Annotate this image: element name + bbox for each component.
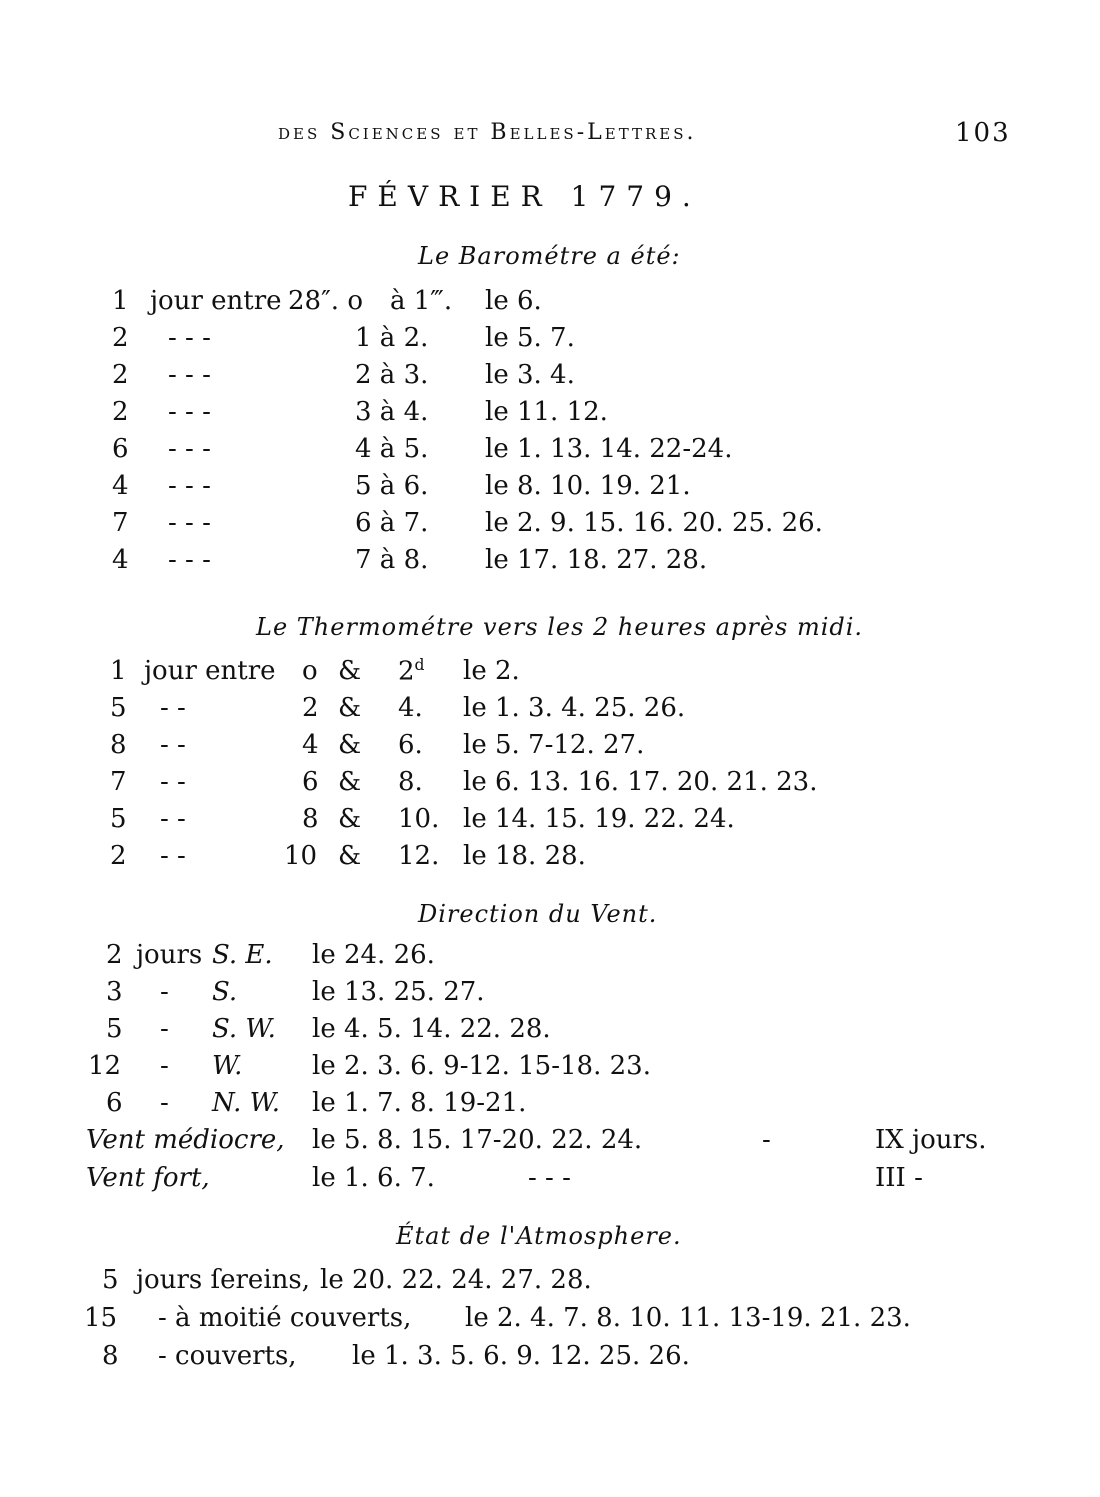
label: jours ſereins, xyxy=(136,1265,310,1295)
direction: W. xyxy=(212,1051,243,1081)
label: - - xyxy=(160,693,186,723)
count: 4 xyxy=(112,545,129,575)
vent-heading: Direction du Vent. xyxy=(418,900,658,928)
direction: N. W. xyxy=(212,1088,281,1118)
thermometre-row xyxy=(0,656,1100,692)
days: le 17. 18. 27. 28. xyxy=(485,545,708,575)
range: 3 à 4. xyxy=(355,397,429,427)
days: le 2. 9. 15. 16. 20. 25. 26. xyxy=(485,508,823,538)
range: 6 à 7. xyxy=(355,508,429,538)
to: 4. xyxy=(398,693,423,723)
amp: & xyxy=(338,767,362,797)
days: le 20. 22. 24. 27. 28. xyxy=(320,1265,592,1295)
count: 2 xyxy=(106,940,123,970)
barometre-row xyxy=(0,508,1100,544)
label: - - - xyxy=(168,360,211,390)
count: 2 xyxy=(112,323,129,353)
range: à 1‴. xyxy=(390,286,453,316)
mark: 28″. o xyxy=(288,286,363,316)
amp: & xyxy=(338,656,362,686)
from: 8 xyxy=(302,804,319,834)
to: 6. xyxy=(398,730,423,760)
label: jour entre xyxy=(150,286,282,316)
days: le 5. 7-12. 27. xyxy=(463,730,645,760)
range: 7 à 8. xyxy=(355,545,429,575)
count: 8 xyxy=(110,730,127,760)
label: - - xyxy=(160,804,186,834)
label: Vent fort, xyxy=(86,1163,210,1193)
label: - - - xyxy=(168,434,211,464)
to: 12. xyxy=(398,841,440,871)
count: 15 xyxy=(84,1303,118,1333)
days: le 18. 28. xyxy=(463,841,586,871)
days: le 6. 13. 16. 17. 20. 21. 23. xyxy=(463,767,818,797)
days: le 1. 6. 7. xyxy=(312,1163,435,1193)
running-title: des Sciences et Belles-Lettres. xyxy=(278,120,697,145)
vent-row xyxy=(0,1051,1100,1087)
direction: S. W. xyxy=(212,1014,276,1044)
dashes: - - - xyxy=(528,1163,571,1193)
days: le 5. 7. xyxy=(485,323,575,353)
to-superscript: d xyxy=(414,656,425,674)
total: IX jours. xyxy=(875,1125,987,1155)
total: III - xyxy=(875,1163,923,1193)
barometre-row xyxy=(0,360,1100,396)
count: 5 xyxy=(110,693,127,723)
label: - - - xyxy=(168,471,211,501)
count: 5 xyxy=(106,1014,123,1044)
label: - - - xyxy=(168,508,211,538)
barometre-row xyxy=(0,471,1100,507)
count: 1 xyxy=(112,286,129,316)
count: 7 xyxy=(112,508,129,538)
range: 4 à 5. xyxy=(355,434,429,464)
label: - - xyxy=(160,841,186,871)
thermometre-row xyxy=(0,804,1100,840)
count: 2 xyxy=(110,841,127,871)
from: o xyxy=(302,656,318,686)
atmosphere-row xyxy=(0,1341,1100,1377)
count: 2 xyxy=(112,397,129,427)
days: le 4. 5. 14. 22. 28. xyxy=(312,1014,551,1044)
days: le 5. 8. 15. 17-20. 22. 24. xyxy=(312,1125,643,1155)
thermometre-row xyxy=(0,767,1100,803)
days: le 1. 3. 5. 6. 9. 12. 25. 26. xyxy=(352,1341,690,1371)
count: 5 xyxy=(110,804,127,834)
count: 3 xyxy=(106,977,123,1007)
page-number: 103 xyxy=(955,118,1011,148)
vent-row xyxy=(0,940,1100,976)
label: jour entre xyxy=(144,656,276,686)
days: le 8. 10. 19. 21. xyxy=(485,471,691,501)
range: 5 à 6. xyxy=(355,471,429,501)
thermometre-row xyxy=(0,693,1100,729)
count: 12 xyxy=(88,1051,122,1081)
label: - - - xyxy=(168,397,211,427)
from: 6 xyxy=(302,767,319,797)
from: 4 xyxy=(302,730,319,760)
label: - xyxy=(160,977,169,1007)
count: 5 xyxy=(102,1265,119,1295)
label: Vent médiocre, xyxy=(86,1125,285,1155)
month-title: FÉVRIER 1779. xyxy=(348,180,701,213)
label: - xyxy=(160,1014,169,1044)
vent-strength-row xyxy=(0,1125,1100,1161)
count: 7 xyxy=(110,767,127,797)
label: - xyxy=(160,1088,169,1118)
barometre-row xyxy=(0,286,1100,322)
days: le 6. xyxy=(485,286,542,316)
dashes: - xyxy=(762,1125,771,1155)
count: 4 xyxy=(112,471,129,501)
days: le 2. 3. 6. 9-12. 15-18. 23. xyxy=(312,1051,651,1081)
label: - à moitié couverts, xyxy=(158,1303,412,1333)
days: le 14. 15. 19. 22. 24. xyxy=(463,804,735,834)
label: jours xyxy=(136,940,203,970)
to: 2$^d$ xyxy=(398,656,425,687)
amp: & xyxy=(338,730,362,760)
atmosphere-heading: État de l'Atmosphere. xyxy=(396,1222,682,1250)
label: - - xyxy=(160,767,186,797)
label: - - - xyxy=(168,545,211,575)
days: le 24. 26. xyxy=(312,940,435,970)
atmosphere-row xyxy=(0,1265,1100,1301)
thermometre-row xyxy=(0,730,1100,766)
barometre-row xyxy=(0,397,1100,433)
amp: & xyxy=(338,804,362,834)
vent-row xyxy=(0,1088,1100,1124)
days: le 13. 25. 27. xyxy=(312,977,485,1007)
direction: S. xyxy=(212,977,238,1007)
days: le 11. 12. xyxy=(485,397,608,427)
days: le 2. 4. 7. 8. 10. 11. 13-19. 21. 23. xyxy=(465,1303,911,1333)
label: - couverts, xyxy=(158,1341,297,1371)
vent-row xyxy=(0,977,1100,1013)
days: le 1. 13. 14. 22-24. xyxy=(485,434,733,464)
count: 6 xyxy=(106,1088,123,1118)
barometre-row xyxy=(0,434,1100,470)
to: 10. xyxy=(398,804,440,834)
range: 2 à 3. xyxy=(355,360,429,390)
count: 6 xyxy=(112,434,129,464)
barometre-heading: Le Barométre a été: xyxy=(418,242,681,270)
from: 2 xyxy=(302,693,319,723)
from: 10 xyxy=(284,841,318,871)
direction: S. E. xyxy=(212,940,273,970)
label: - xyxy=(160,1051,169,1081)
count: 8 xyxy=(102,1341,119,1371)
days: le 2. xyxy=(463,656,520,686)
label: - - - xyxy=(168,323,211,353)
thermometre-heading: Le Thermométre vers les 2 heures après midi. xyxy=(256,613,864,641)
label: - - xyxy=(160,730,186,760)
vent-row xyxy=(0,1014,1100,1050)
to: 8. xyxy=(398,767,423,797)
count: 1 xyxy=(110,656,127,686)
thermometre-row xyxy=(0,841,1100,877)
amp: & xyxy=(338,693,362,723)
amp: & xyxy=(338,841,362,871)
barometre-row xyxy=(0,545,1100,581)
count: 2 xyxy=(112,360,129,390)
days: le 1. 7. 8. 19-21. xyxy=(312,1088,527,1118)
vent-strength-row xyxy=(0,1163,1100,1199)
days: le 1. 3. 4. 25. 26. xyxy=(463,693,686,723)
barometre-row xyxy=(0,323,1100,359)
atmosphere-row xyxy=(0,1303,1100,1339)
range: 1 à 2. xyxy=(355,323,429,353)
days: le 3. 4. xyxy=(485,360,575,390)
